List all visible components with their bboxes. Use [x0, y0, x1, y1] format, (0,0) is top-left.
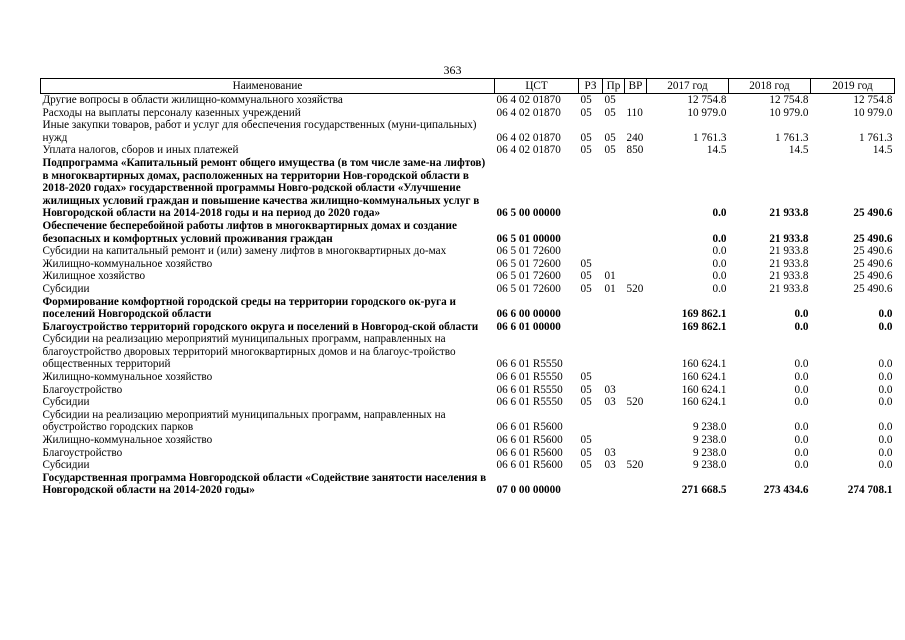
cell-2018: 21 933.8 — [769, 270, 809, 283]
cell-name: Другие вопросы в области жилищно-коммунального хозяйства — [42, 94, 343, 106]
cell-2017: 12 754.8 — [687, 94, 727, 106]
cell-pr: 01 — [604, 282, 616, 295]
cell-2017: 271 668.5 — [681, 484, 727, 497]
cell-rz: 05 — [580, 396, 592, 409]
table-row — [41, 409, 895, 434]
cell-2017: 0.0 — [712, 257, 727, 270]
cell-2019: 0.0 — [878, 320, 893, 333]
cell-2017: 0.0 — [712, 245, 727, 258]
cell-2017: 9 238.0 — [692, 421, 727, 434]
cell-cst: 06 4 02 01870 — [496, 144, 561, 157]
cell-2019: 0.0 — [878, 396, 893, 409]
budget-table — [40, 78, 895, 497]
cell-2017: 0.0 — [712, 282, 727, 295]
cell-vr — [625, 258, 647, 271]
cell-2019: 0.0 — [878, 308, 893, 321]
cell-name: Субсидии — [42, 282, 90, 295]
table-row — [41, 371, 895, 384]
cell-2017: 160 624.1 — [681, 396, 727, 409]
cell-pr — [603, 296, 625, 321]
cell-vr — [625, 434, 647, 447]
cell-2018: 1 761.3 — [774, 131, 809, 144]
cell-cst: 06 6 01 R5600 — [496, 446, 563, 459]
cell-2018: 21 933.8 — [769, 257, 809, 270]
cell-vr: 520 — [626, 396, 644, 409]
cell-vr — [625, 296, 647, 321]
cell-2019: 25 490.6 — [853, 270, 893, 283]
table-header-row — [41, 79, 895, 94]
cell-pr: 05 — [604, 131, 616, 144]
page-number: 363 — [443, 63, 462, 77]
cell-2019: 0.0 — [878, 459, 893, 472]
cell-name: Иные закупки товаров, работ и услуг для обеспечения государственных (муни-ципальных) нужд — [42, 119, 477, 144]
cell-vr: 520 — [626, 459, 644, 472]
cell-2017: 160 624.1 — [681, 383, 727, 396]
cell-2018: 21 933.8 — [769, 207, 809, 220]
cell-rz: 05 — [580, 270, 592, 283]
cell-2017: 9 238.0 — [692, 434, 727, 447]
cell-2019: 0.0 — [878, 358, 893, 371]
header-pr: Пр — [603, 79, 625, 94]
cell-rz: 05 — [580, 371, 592, 384]
cell-cst: 06 5 00 00000 — [496, 207, 561, 220]
table-row — [41, 94, 895, 107]
header-rz: РЗ — [579, 79, 603, 94]
cell-rz: 05 — [580, 144, 592, 157]
cell-2018: 10 979.0 — [769, 106, 809, 119]
cell-pr: 05 — [604, 144, 616, 157]
cell-rz: 05 — [580, 282, 592, 295]
cell-2018: 0.0 — [794, 308, 809, 321]
cell-vr — [625, 270, 647, 283]
table-row — [41, 459, 895, 472]
cell-rz — [579, 472, 603, 497]
cell-name: Формирование комфортной городской среды на территории городского ок-руга и поселений Новгородской области — [42, 295, 456, 321]
cell-name: Субсидии — [42, 396, 90, 409]
cell-vr: 110 — [626, 106, 643, 119]
cell-vr — [625, 220, 647, 245]
cell-pr — [603, 371, 625, 384]
table-body — [41, 94, 895, 498]
cell-cst: 06 6 01 R5600 — [496, 459, 563, 472]
table-row — [41, 107, 895, 120]
cell-2018: 21 933.8 — [769, 232, 809, 245]
cell-2019: 25 490.6 — [853, 207, 893, 220]
cell-pr: 05 — [604, 106, 616, 119]
cell-cst: 06 6 01 R5550 — [496, 358, 563, 371]
cell-2018: 0.0 — [794, 383, 809, 396]
cell-name: Субсидии на капитальный ремонт и (или) замену лифтов в многоквартирных до-мах — [42, 245, 447, 258]
table-row — [41, 270, 895, 283]
table-row — [41, 296, 895, 321]
cell-rz — [579, 157, 603, 220]
cell-pr: 03 — [604, 396, 616, 409]
cell-cst: 06 5 01 00000 — [496, 232, 561, 245]
cell-cst: 07 0 00 00000 — [496, 484, 561, 497]
cell-vr — [625, 409, 647, 434]
cell-2018: 21 933.8 — [769, 282, 809, 295]
cell-2017: 1 761.3 — [692, 131, 727, 144]
cell-vr — [625, 447, 647, 460]
cell-2018: 0.0 — [794, 459, 809, 472]
header-cst: ЦСТ — [495, 79, 579, 94]
cell-cst: 06 6 01 00000 — [496, 320, 561, 333]
cell-rz: 05 — [580, 131, 592, 144]
cell-2019: 274 708.1 — [847, 484, 893, 497]
cell-rz: 05 — [580, 459, 592, 472]
cell-2017: 10 979.0 — [687, 106, 727, 119]
cell-2018: 14.5 — [788, 144, 809, 157]
cell-2017: 169 862.1 — [681, 308, 727, 321]
cell-2018: 0.0 — [794, 446, 809, 459]
cell-pr — [603, 157, 625, 220]
cell-rz: 05 — [580, 94, 592, 106]
cell-name: Жилищно-коммунальное хозяйство — [42, 257, 213, 270]
table-row — [41, 434, 895, 447]
cell-name: Подпрограмма «Капитальный ремонт общего имущества (в том числе заме-на лифтов) в многоквартирных домах, расположенных на территории Нов-городской области в 2018-2020 годах» государственной программы Новго-родской области «Улучшение жилищных условий граждан и повышение качества жилищно-коммунальных услуг в Новгородской области на 2014-2018 годы и на период до 2020 года» — [42, 156, 486, 220]
cell-vr — [625, 94, 647, 107]
cell-2019: 0.0 — [878, 421, 893, 434]
cell-cst: 06 6 00 00000 — [496, 308, 561, 321]
cell-2018: 0.0 — [794, 358, 809, 371]
header-name: Наименование — [41, 79, 495, 94]
cell-cst: 06 6 01 R5550 — [496, 383, 563, 396]
cell-rz — [579, 245, 603, 258]
cell-2018: 12 754.8 — [769, 94, 809, 106]
cell-vr — [625, 333, 647, 371]
cell-vr: 520 — [626, 282, 644, 295]
header-vr: ВР — [625, 79, 647, 94]
table-row — [41, 245, 895, 258]
cell-rz: 05 — [580, 257, 592, 270]
cell-pr — [603, 434, 625, 447]
cell-name: Уплата налогов, сборов и иных платежей — [42, 144, 239, 157]
cell-pr: 03 — [604, 459, 616, 472]
cell-cst: 06 6 01 R5600 — [496, 434, 563, 447]
cell-name: Субсидии на реализацию мероприятий муниципальных программ, направленных на обустройство городских парков — [42, 408, 446, 434]
cell-2018: 273 434.6 — [763, 484, 809, 497]
cell-vr — [625, 371, 647, 384]
cell-2018: 0.0 — [794, 396, 809, 409]
cell-name: Благоустройство — [42, 446, 123, 459]
table-row — [41, 396, 895, 409]
cell-pr — [603, 409, 625, 434]
cell-vr — [625, 245, 647, 258]
cell-pr — [603, 258, 625, 271]
cell-2019: 1 761.3 — [858, 131, 893, 144]
cell-2018: 0.0 — [794, 434, 809, 447]
cell-2019: 0.0 — [878, 371, 893, 384]
cell-rz — [579, 220, 603, 245]
cell-2019: 0.0 — [878, 446, 893, 459]
cell-2018: 0.0 — [794, 421, 809, 434]
cell-pr — [603, 333, 625, 371]
cell-rz — [579, 321, 603, 334]
cell-pr — [603, 245, 625, 258]
table-row — [41, 144, 895, 157]
cell-cst: 06 4 02 01870 — [496, 94, 561, 106]
cell-2018: 0.0 — [794, 320, 809, 333]
cell-2019: 25 490.6 — [853, 232, 893, 245]
cell-vr: 240 — [626, 131, 644, 144]
cell-vr — [625, 472, 647, 497]
cell-2019: 0.0 — [878, 434, 893, 447]
cell-pr — [603, 321, 625, 334]
cell-2019: 25 490.6 — [853, 245, 893, 258]
cell-vr — [625, 157, 647, 220]
header-2019: 2019 год — [811, 79, 895, 94]
cell-2017: 160 624.1 — [681, 371, 727, 384]
table-row — [41, 220, 895, 245]
cell-2019: 12 754.8 — [853, 94, 893, 106]
table-row — [41, 447, 895, 460]
cell-name: Жилищно-коммунальное хозяйство — [42, 371, 213, 384]
cell-rz — [579, 333, 603, 371]
cell-name: Государственная программа Новгородской области «Содействие занятости населения в Новгородской области на 2014-2020 годы» — [42, 471, 487, 497]
cell-2019: 10 979.0 — [853, 106, 893, 119]
cell-vr — [625, 384, 647, 397]
table-row — [41, 472, 895, 497]
table-row — [41, 384, 895, 397]
cell-2017: 160 624.1 — [681, 358, 727, 371]
cell-pr: 05 — [604, 94, 616, 106]
cell-name: Жилищное хозяйство — [42, 270, 146, 283]
cell-2018: 21 933.8 — [769, 245, 809, 258]
cell-vr — [625, 321, 647, 334]
cell-cst: 06 6 01 R5550 — [496, 371, 563, 384]
cell-cst: 06 5 01 72600 — [496, 282, 561, 295]
cell-2017: 169 862.1 — [681, 320, 727, 333]
cell-2017: 9 238.0 — [692, 459, 727, 472]
cell-2019: 14.5 — [872, 144, 893, 157]
cell-pr: 03 — [604, 446, 616, 459]
table-row — [41, 333, 895, 371]
cell-pr — [603, 220, 625, 245]
table-row — [41, 258, 895, 271]
cell-name: Благоустройство — [42, 383, 123, 396]
cell-cst: 06 5 01 72600 — [496, 270, 561, 283]
cell-2017: 0.0 — [712, 270, 727, 283]
cell-2017: 0.0 — [712, 207, 727, 220]
cell-name: Обеспечение бесперебойной работы лифтов в многоквартирных домах и создание безопасных и комфортных условий проживания граждан — [42, 219, 457, 245]
table-row — [41, 119, 895, 144]
cell-cst: 06 6 01 R5600 — [496, 421, 563, 434]
cell-name: Субсидии на реализацию мероприятий муниципальных программ, направленных на благоустройство дворовых территорий многоквартирных домов и на благоус-тройство общественных территорий — [42, 333, 456, 371]
cell-rz: 05 — [580, 434, 592, 447]
cell-rz — [579, 409, 603, 434]
cell-name: Субсидии — [42, 459, 90, 472]
cell-cst: 06 4 02 01870 — [496, 131, 561, 144]
cell-name: Расходы на выплаты персоналу казенных учреждений — [42, 106, 301, 119]
cell-name: Благоустройство территорий городского округа и поселений в Новгород-ской области — [42, 320, 479, 333]
header-2018: 2018 год — [729, 79, 811, 94]
cell-rz — [579, 296, 603, 321]
cell-rz: 05 — [580, 106, 592, 119]
cell-cst: 06 6 01 R5550 — [496, 396, 563, 409]
header-2017: 2017 год — [647, 79, 729, 94]
cell-cst: 06 5 01 72600 — [496, 257, 561, 270]
cell-pr: 01 — [604, 270, 616, 283]
cell-2019: 25 490.6 — [853, 282, 893, 295]
cell-2017: 9 238.0 — [692, 446, 727, 459]
table-row — [41, 157, 895, 220]
cell-2019: 0.0 — [878, 383, 893, 396]
cell-pr: 03 — [604, 383, 616, 396]
cell-rz: 05 — [580, 383, 592, 396]
table-row — [41, 321, 895, 334]
cell-cst: 06 4 02 01870 — [496, 106, 561, 119]
cell-2019: 25 490.6 — [853, 257, 893, 270]
cell-2017: 0.0 — [712, 232, 727, 245]
cell-pr — [603, 472, 625, 497]
cell-cst: 06 5 01 72600 — [496, 245, 561, 258]
cell-name: Жилищно-коммунальное хозяйство — [42, 434, 213, 447]
table-row — [41, 283, 895, 296]
cell-2017: 14.5 — [706, 144, 727, 157]
cell-vr: 850 — [626, 144, 644, 157]
cell-rz: 05 — [580, 446, 592, 459]
cell-2018: 0.0 — [794, 371, 809, 384]
